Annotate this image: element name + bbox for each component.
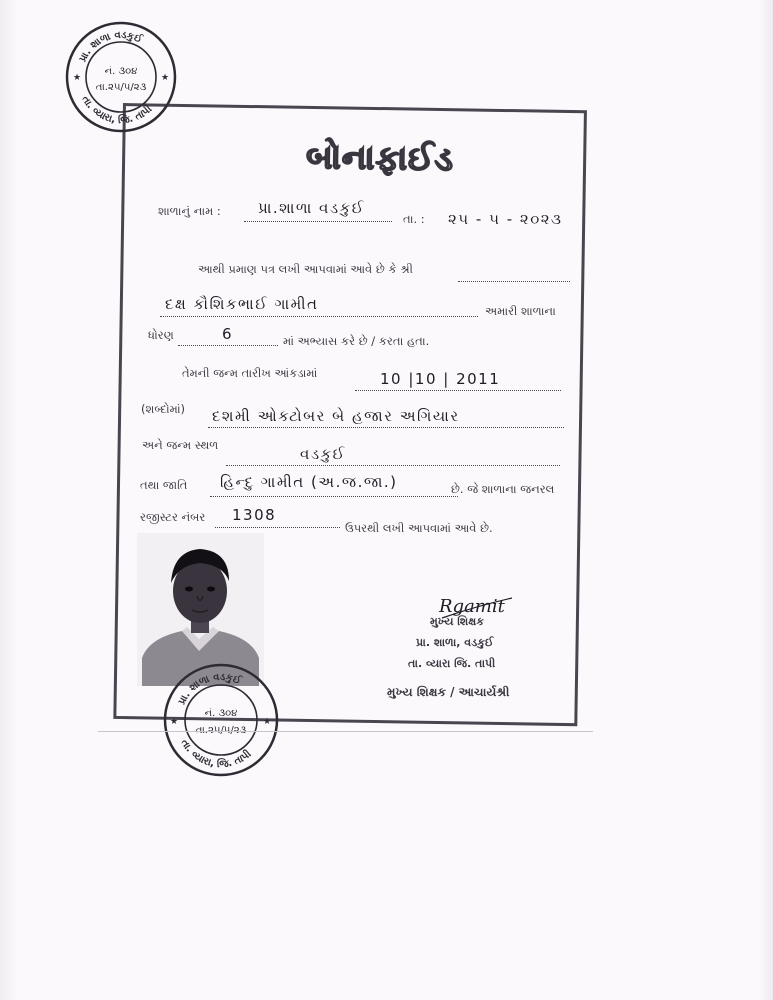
sign-stamp-line1: મુખ્ય શિક્ષક [430,615,485,628]
stamp-bottom-number: નં. ૩૦૪ [204,708,238,719]
stamp-bottom-date: તા.૨૫/૫/૨૩ [195,725,247,736]
school-stamp-bottom [162,662,280,782]
school-name-label: શાળાનું નામ : [158,204,221,218]
dob-label: તેમની જન્મ તારીખ આંકડામાં [182,366,318,380]
dob-words-value: દશમી ઓક્ટોબર બે હજાર અગિયાર [212,407,460,425]
stamp-top-date: તા.૨૫/૫/૨૩ [95,82,147,93]
stamp-top-number: નં. ૩૦૪ [104,66,138,77]
svg-text:★: ★ [170,717,179,727]
stamp-top-ring-bottom: તા. વ્યારા, જિ. તાપી [79,94,155,127]
standard-suffix: માં અભ્યાસ કરે છે / કરતા હતા. [283,334,430,348]
school-stamp-top [64,20,178,138]
svg-text:★: ★ [263,717,272,727]
our-school-text: અમારી શાળાના [485,304,556,318]
register-value: 1308 [232,506,277,524]
caste-suffix: છે. જે શાળાના જનરલ [451,482,555,496]
dob-words-dotted-line [208,427,564,428]
scan-edge-line [98,731,593,732]
student-name-dotted-line [160,316,478,317]
school-name-dotted-line [244,221,392,222]
stamp-bottom-ring-top: પ્રા. શાળા વડકુઈ [176,671,243,707]
standard-label: ધોરણ [148,328,174,342]
intro-text: આથી પ્રમાણ પત્ર લખી આપવામાં આવે છે કે શ્રી [198,262,413,276]
register-suffix: ઉપરથી લખી આપવામાં આવે છે. [345,521,493,535]
register-dotted-line [215,527,340,528]
signature-text: Rgamit [439,596,505,617]
svg-text:★: ★ [73,73,82,83]
date-value: ૨૫ - ૫ - ૨૦૨૩ [448,210,563,228]
caste-dotted-line [210,496,458,497]
standard-value: 6 [222,325,234,343]
stamp-top-ring-top: પ્રા. શાળા વડકુઈ [77,29,144,64]
intro-dotted-line [458,281,570,282]
birthplace-label: અને જન્મ સ્થળ [142,438,219,452]
student-name-value: દક્ષ કૌશિકભાઈ ગામીત [165,295,319,313]
date-label: તા. : [403,212,425,226]
school-name-value: પ્રા.શાળા વડકુઈ [258,199,365,217]
stamp-bottom-ring-bottom: તા. વ્યારા, જિ. તાપી [178,737,254,771]
birthplace-value: વડકુઈ [300,445,346,463]
footer-headmaster-title: મુખ્ય શિક્ષક / આચાર્યશ્રી [387,685,510,699]
certificate-title: બોનાફાઈડ [305,136,455,179]
dob-words-label: (શબ્દોમાં) [141,402,186,416]
sign-stamp-line3: તા. વ્યારા જિ. તાપી [408,657,496,670]
birthplace-dotted-line [226,465,560,466]
standard-dotted-line [178,345,278,346]
caste-label: તથા જાતિ [140,478,188,492]
dob-dotted-line [355,390,561,391]
svg-text:★: ★ [161,73,170,83]
sign-stamp-line2: પ્રા. શાળા, વડકુઈ [416,636,494,649]
caste-value: હિન્દુ ગામીત (અ.જ.જા.) [220,473,398,491]
register-label: રજીસ્ટર નંબર [140,510,206,524]
dob-value: 10 |10 | 2011 [380,370,501,388]
